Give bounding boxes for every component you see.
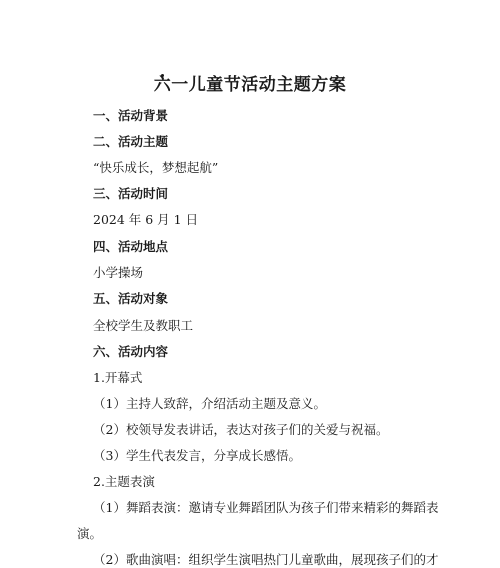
audience-text: 全校学生及教职工 — [93, 318, 194, 333]
opening-item-1: （1）主持人致辞，介绍活动主题及意义。 — [93, 396, 326, 411]
performance-item-1-line-1: （1）舞蹈表演：邀请专业舞蹈团队为孩子们带来精彩的舞蹈表 — [93, 500, 439, 515]
opening-item-3: （3）学生代表发言，分享成长感悟。 — [93, 448, 301, 463]
opening-item-2: （2）校领导发表讲话，表达对孩子们的关爱与祝福。 — [93, 422, 389, 437]
section-heading-content: 六、活动内容 — [93, 344, 169, 359]
performance-item-1-line-2: 演。 — [77, 526, 103, 541]
section-heading-time: 三、活动时间 — [93, 186, 169, 201]
theme-text: “快乐成长，梦想起航” — [93, 160, 219, 175]
section-heading-location: 四、活动地点 — [93, 239, 169, 254]
opening-heading: 1.开幕式 — [93, 370, 143, 385]
location-text: 小学操场 — [93, 265, 144, 280]
performance-item-2-line-1: （2）歌曲演唱：组织学生演唱热门儿童歌曲，展现孩子们的才 — [93, 552, 439, 567]
section-heading-background: 一、活动背景 — [93, 108, 169, 123]
performance-heading: 2.主题表演 — [93, 474, 155, 489]
section-heading-audience: 五、活动对象 — [93, 291, 169, 306]
section-heading-theme: 二、活动主题 — [93, 134, 169, 149]
time-text: 2024 年 6 月 1 日 — [93, 212, 199, 227]
document-title: 六一儿童节活动主题方案 — [153, 75, 347, 95]
